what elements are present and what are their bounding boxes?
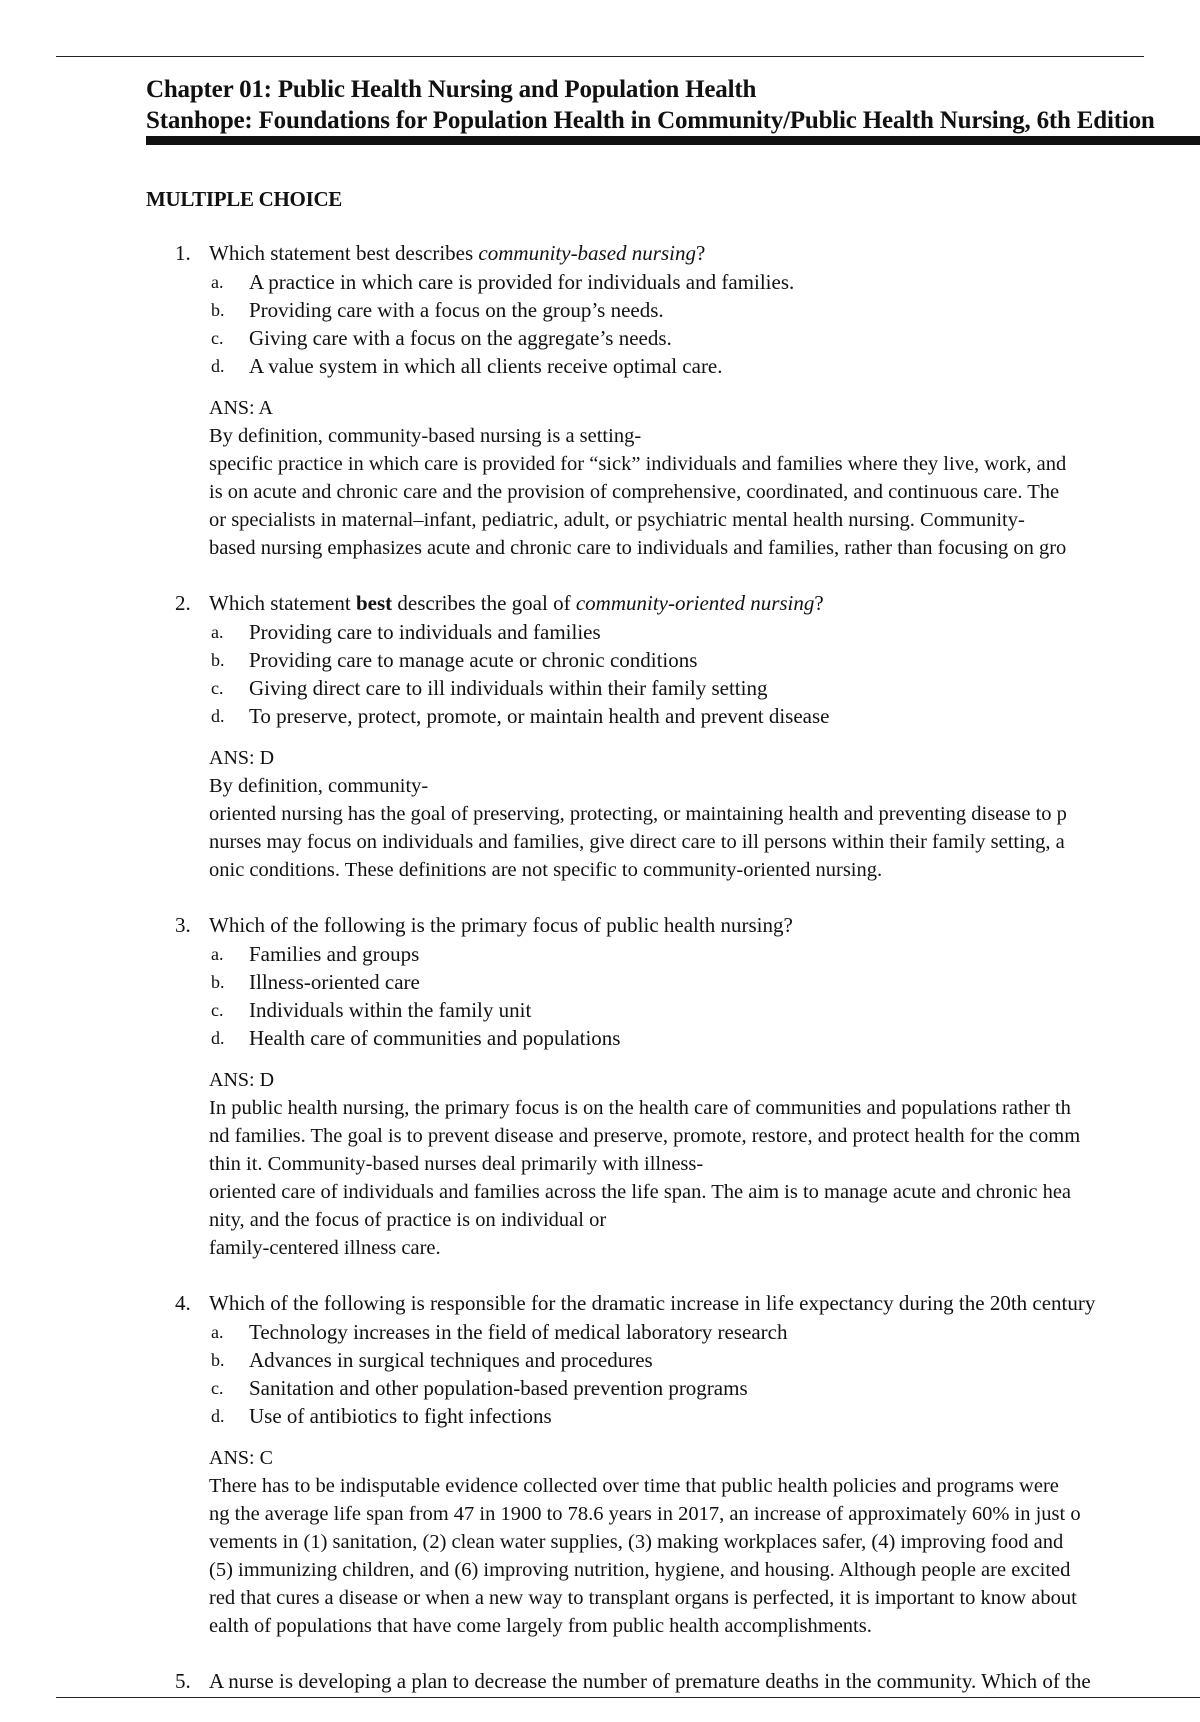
option-letter: c. xyxy=(211,1378,224,1398)
option-text: Health care of communities and populations xyxy=(249,1026,621,1050)
question-1 xyxy=(0,238,1200,562)
rationale-line: (5) immunizing children, and (6) improving nutrition, hygiene, and housing. Although people are excited xyxy=(209,1559,1071,1581)
option-b xyxy=(0,1346,1200,1374)
option-text: Providing care to manage acute or chronic conditions xyxy=(249,648,698,672)
rationale-line: oriented nursing has the goal of preserving, protecting, or maintaining health and preventing disease to p xyxy=(209,803,1067,825)
option-text: A value system in which all clients receive optimal care. xyxy=(249,354,723,378)
rationale-line: oriented care of individuals and families across the life span. The aim is to manage acute and chronic hea xyxy=(209,1181,1072,1203)
answer-block xyxy=(0,744,1200,884)
question-2 xyxy=(0,588,1200,884)
rationale-line: In public health nursing, the primary focus is on the health care of communities and populations rather th xyxy=(209,1097,1071,1119)
rationale-line: red that cures a disease or when a new way to transplant organs is perfected, it is important to know about xyxy=(209,1587,1077,1609)
option-a xyxy=(0,1318,1200,1346)
option-letter: b. xyxy=(211,650,225,670)
question-stem-row xyxy=(0,588,1200,618)
bottom-rule xyxy=(56,1697,1200,1698)
rationale-line: vements in (1) sanitation, (2) clean water supplies, (3) making workplaces safer, (4) improving food and xyxy=(209,1531,1064,1553)
option-b xyxy=(0,646,1200,674)
option-b xyxy=(0,296,1200,324)
header-underline-bar xyxy=(146,136,1200,145)
option-letter: a. xyxy=(211,272,224,292)
option-letter: c. xyxy=(211,328,224,348)
option-letter: d. xyxy=(211,1028,225,1048)
question-stem: Which of the following is responsible for the dramatic increase in life expectancy during the 20th century xyxy=(209,1291,1096,1315)
answer-key: ANS: A xyxy=(209,397,273,419)
question-list xyxy=(0,238,1200,1722)
option-text: Families and groups xyxy=(249,942,420,966)
rationale-line: thin it. Community-based nurses deal primarily with illness- xyxy=(209,1153,704,1175)
question-4 xyxy=(0,1288,1200,1640)
option-letter: d. xyxy=(211,706,225,726)
rationale-line: nity, and the focus of practice is on individual or xyxy=(209,1209,607,1231)
answer-block xyxy=(0,1066,1200,1262)
rationale-line: By definition, community-based nursing is a setting- xyxy=(209,425,642,447)
option-text: Illness-oriented care xyxy=(249,970,420,994)
question-stem-row xyxy=(0,238,1200,268)
option-text: Sanitation and other population-based prevention programs xyxy=(249,1376,748,1400)
option-letter: b. xyxy=(211,300,225,320)
option-letter: d. xyxy=(211,356,225,376)
question-stem-row xyxy=(0,910,1200,940)
rationale-line: or specialists in maternal–infant, pediatric, adult, or psychiatric mental health nursing. Community- xyxy=(209,509,1025,531)
option-letter: d. xyxy=(211,1406,225,1426)
stem-text: Which statement xyxy=(209,591,356,615)
rationale-line: onic conditions. These definitions are not specific to community-oriented nursing. xyxy=(209,859,883,881)
rationale-line: nd families. The goal is to prevent disease and preserve, promote, restore, and protect health for the comm xyxy=(209,1125,1081,1147)
option-text: Giving direct care to ill individuals within their family setting xyxy=(249,676,768,700)
top-rule xyxy=(56,56,1144,57)
option-letter: a. xyxy=(211,622,224,642)
rationale-line: ng the average life span from 47 in 1900 to 78.6 years in 2017, an increase of approximately 60% in just o xyxy=(209,1503,1081,1525)
option-letter: c. xyxy=(211,678,224,698)
answer-key: ANS: C xyxy=(209,1447,273,1469)
option-letter: a. xyxy=(211,944,224,964)
rationale-line: based nursing emphasizes acute and chronic care to individuals and families, rather than focusing on gro xyxy=(209,537,1067,559)
stem-emphasis: community-based nursing xyxy=(478,241,696,265)
option-d xyxy=(0,1024,1200,1052)
question-stem-row xyxy=(0,1666,1200,1696)
question-stem xyxy=(209,238,705,268)
option-d xyxy=(0,1402,1200,1430)
answer-key: ANS: D xyxy=(209,747,275,769)
option-d xyxy=(0,352,1200,380)
option-b xyxy=(0,968,1200,996)
stem-text: describes the goal of xyxy=(392,591,576,615)
question-number: 1. xyxy=(175,241,191,265)
question-number: 4. xyxy=(175,1291,191,1315)
option-a xyxy=(0,940,1200,968)
question-stem: A nurse is developing a plan to decrease the number of premature deaths in the community. Which of the xyxy=(209,1669,1091,1693)
option-letter: a. xyxy=(211,1322,224,1342)
option-d xyxy=(0,702,1200,730)
question-stem: Which of the following is the primary focus of public health nursing? xyxy=(209,913,793,937)
option-text: Providing care to individuals and families xyxy=(249,620,601,644)
answer-block xyxy=(0,394,1200,562)
rationale-line: is on acute and chronic care and the provision of comprehensive, coordinated, and continuous care. The xyxy=(209,481,1060,503)
option-text: Providing care with a focus on the group’s needs. xyxy=(249,298,664,322)
option-letter: c. xyxy=(211,1000,224,1020)
question-5 xyxy=(0,1666,1200,1696)
option-text: Advances in surgical techniques and procedures xyxy=(249,1348,653,1372)
stem-text: ? xyxy=(814,591,824,615)
rationale-line: family-centered illness care. xyxy=(209,1237,441,1259)
option-a xyxy=(0,268,1200,296)
question-3 xyxy=(0,910,1200,1262)
section-heading: MULTIPLE CHOICE xyxy=(146,187,343,211)
question-stem xyxy=(209,588,824,618)
option-text: A practice in which care is provided for individuals and families. xyxy=(249,270,795,294)
chapter-title: Chapter 01: Public Health Nursing and Population Health xyxy=(146,76,757,103)
stem-text: ? xyxy=(695,241,706,265)
option-c xyxy=(0,674,1200,702)
option-a xyxy=(0,618,1200,646)
rationale-line: There has to be indisputable evidence collected over time that public health policies and programs were xyxy=(209,1475,1059,1497)
rationale-line: nurses may focus on individuals and families, give direct care to ill persons within their family setting, a xyxy=(209,831,1065,853)
question-number: 3. xyxy=(175,913,191,937)
stem-bold: best xyxy=(355,591,393,615)
question-number: 2. xyxy=(175,591,191,615)
option-text: Use of antibiotics to fight infections xyxy=(249,1404,552,1428)
option-text: Individuals within the family unit xyxy=(249,998,532,1022)
book-title: Stanhope: Foundations for Population Health in Community/Public Health Nursing, 6th Edition xyxy=(146,107,1155,134)
question-number: 5. xyxy=(175,1669,191,1693)
option-text: Technology increases in the field of medical laboratory research xyxy=(249,1320,788,1344)
rationale-line: specific practice in which care is provided for “sick” individuals and families where they live, work, and xyxy=(209,453,1067,475)
question-stem-row xyxy=(0,1288,1200,1318)
document-header xyxy=(146,74,1200,136)
option-letter: b. xyxy=(211,972,225,992)
stem-emphasis: community-oriented nursing xyxy=(575,591,815,615)
answer-key: ANS: D xyxy=(209,1069,275,1091)
option-c xyxy=(0,996,1200,1024)
answer-block xyxy=(0,1444,1200,1640)
option-c xyxy=(0,324,1200,352)
option-letter: b. xyxy=(211,1350,225,1370)
rationale-line: By definition, community- xyxy=(209,775,429,797)
option-text: To preserve, protect, promote, or maintain health and prevent disease xyxy=(249,704,830,728)
option-c xyxy=(0,1374,1200,1402)
rationale-line: ealth of populations that have come largely from public health accomplishments. xyxy=(209,1615,872,1637)
option-text: Giving care with a focus on the aggregate’s needs. xyxy=(249,326,672,350)
stem-text: Which statement best describes xyxy=(209,241,479,265)
